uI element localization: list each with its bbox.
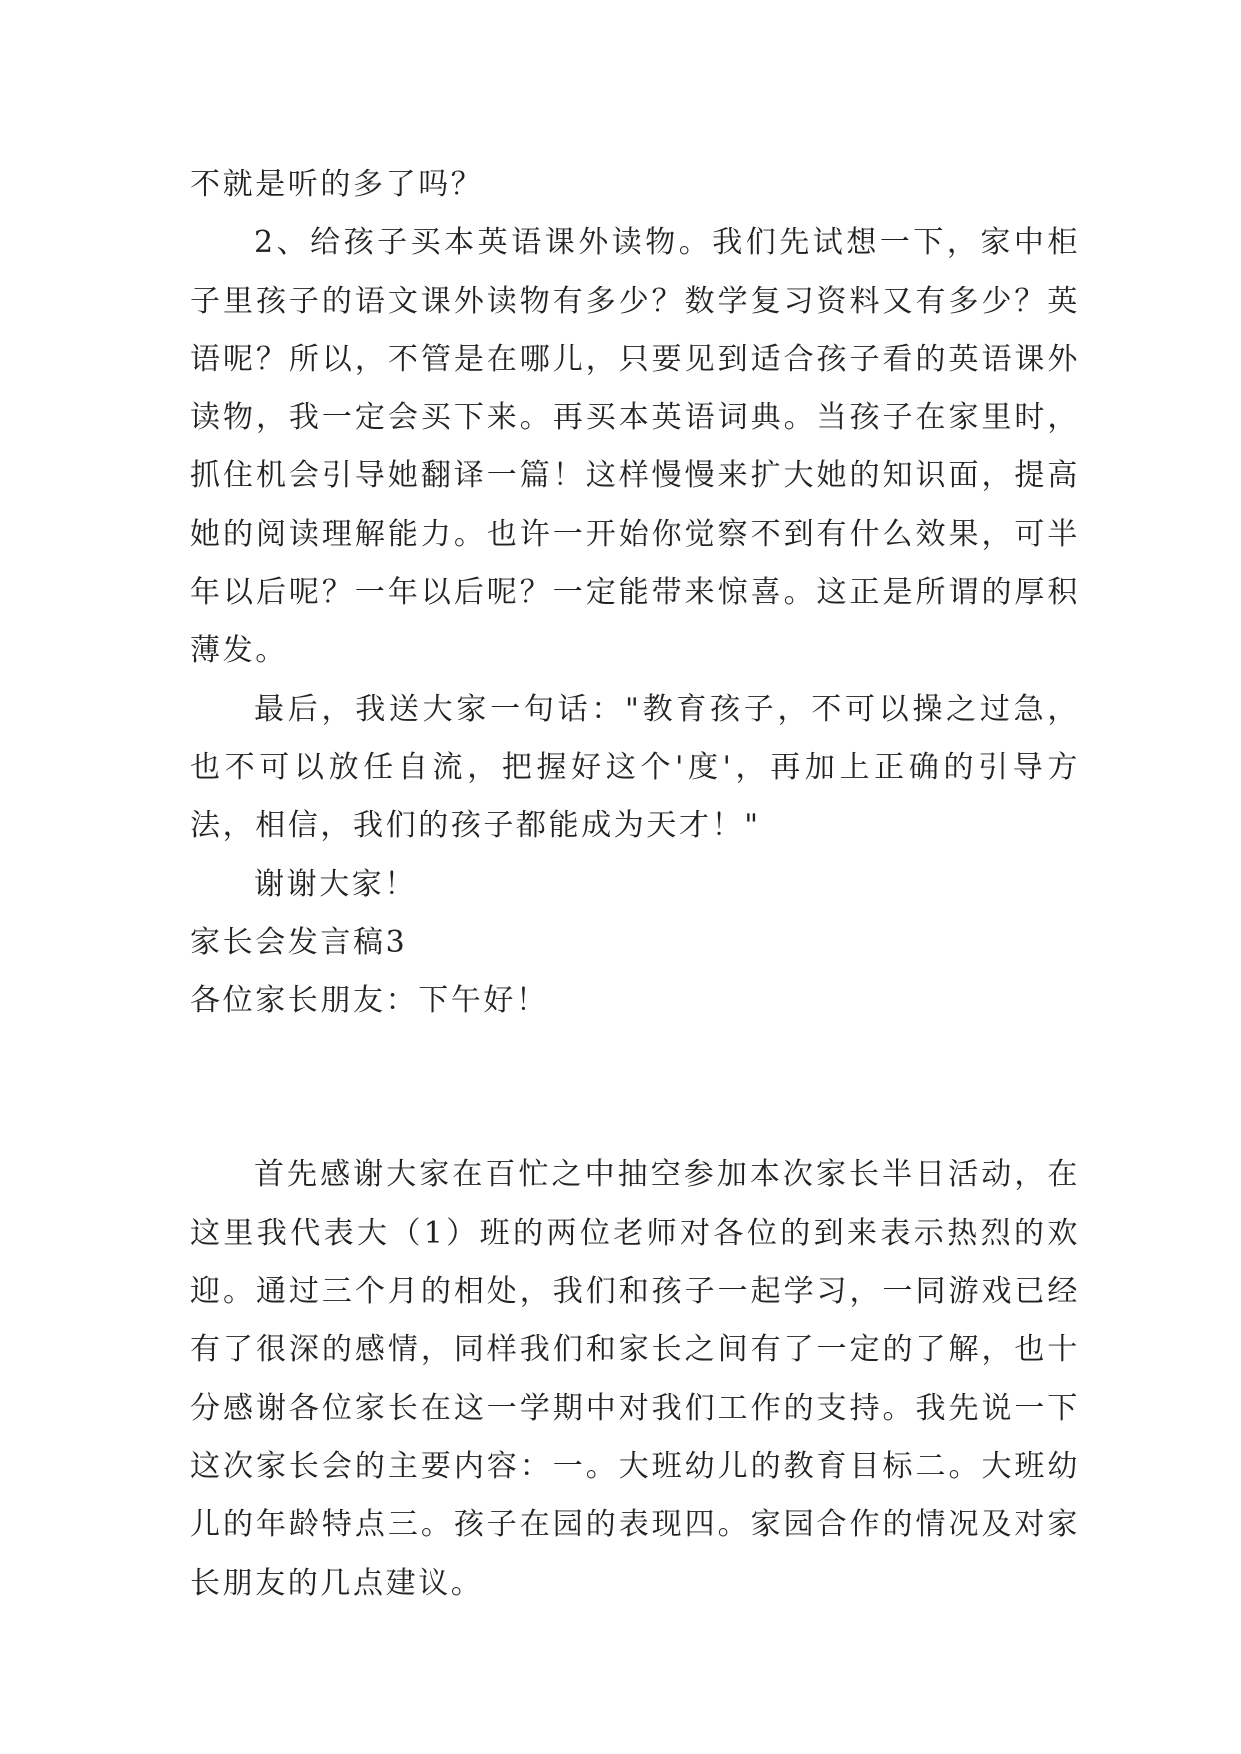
blank-space xyxy=(190,1030,1080,1146)
paragraph-opening: 首先感谢大家在百忙之中抽空参加本次家长半日活动，在这里我代表大（1）班的两位老师对各位的到来表示热烈的欢迎。通过三个月的相处，我们和孩子一起学习，一同游戏已经有了很深的感情，同样我们和家长之间有了一定的了解，也十分感谢各位家长在这一学期中对我们工作的支持。我先说一下这次家长会的主要内容：一。大班幼儿的教育目标二。大班幼儿的年龄特点三。孩子在园的表现四。家园合作的情况及对家长朋友的几点建议。 xyxy=(190,1157,1080,1601)
paragraph-closing-advice: 最后，我送大家一句话："教育孩子，不可以操之过急，也不可以放任自流，把握好这个'度'，再加上正确的引导方法，相信，我们的孩子都能成为天才！" xyxy=(190,691,1080,844)
document-body xyxy=(190,156,1080,1613)
greeting: 各位家长朋友：下午好！ xyxy=(190,983,549,1019)
paragraph-continuation: 不就是听的多了吗？ xyxy=(190,167,484,202)
section-title: 家长会发言稿3 xyxy=(190,924,408,960)
paragraph-english-reading: 2、给孩子买本英语课外读物。我们先试想一下，家中柜子里孩子的语文课外读物有多少？数学复习资料又有多少？英语呢？所以，不管是在哪儿，只要见到适合孩子看的英语课外读物，我一定会买下来。再买本英语词典。当孩子在家里时，抓住机会引导她翻译一篇！这样慢慢来扩大她的知识面，提高她的阅读理解能力。也许一开始你觉察不到有什么效果，可半年以后呢？一年以后呢？一定能带来惊喜。这正是所谓的厚积薄发。 xyxy=(190,225,1080,669)
paragraph-thanks: 谢谢大家！ xyxy=(254,866,417,902)
